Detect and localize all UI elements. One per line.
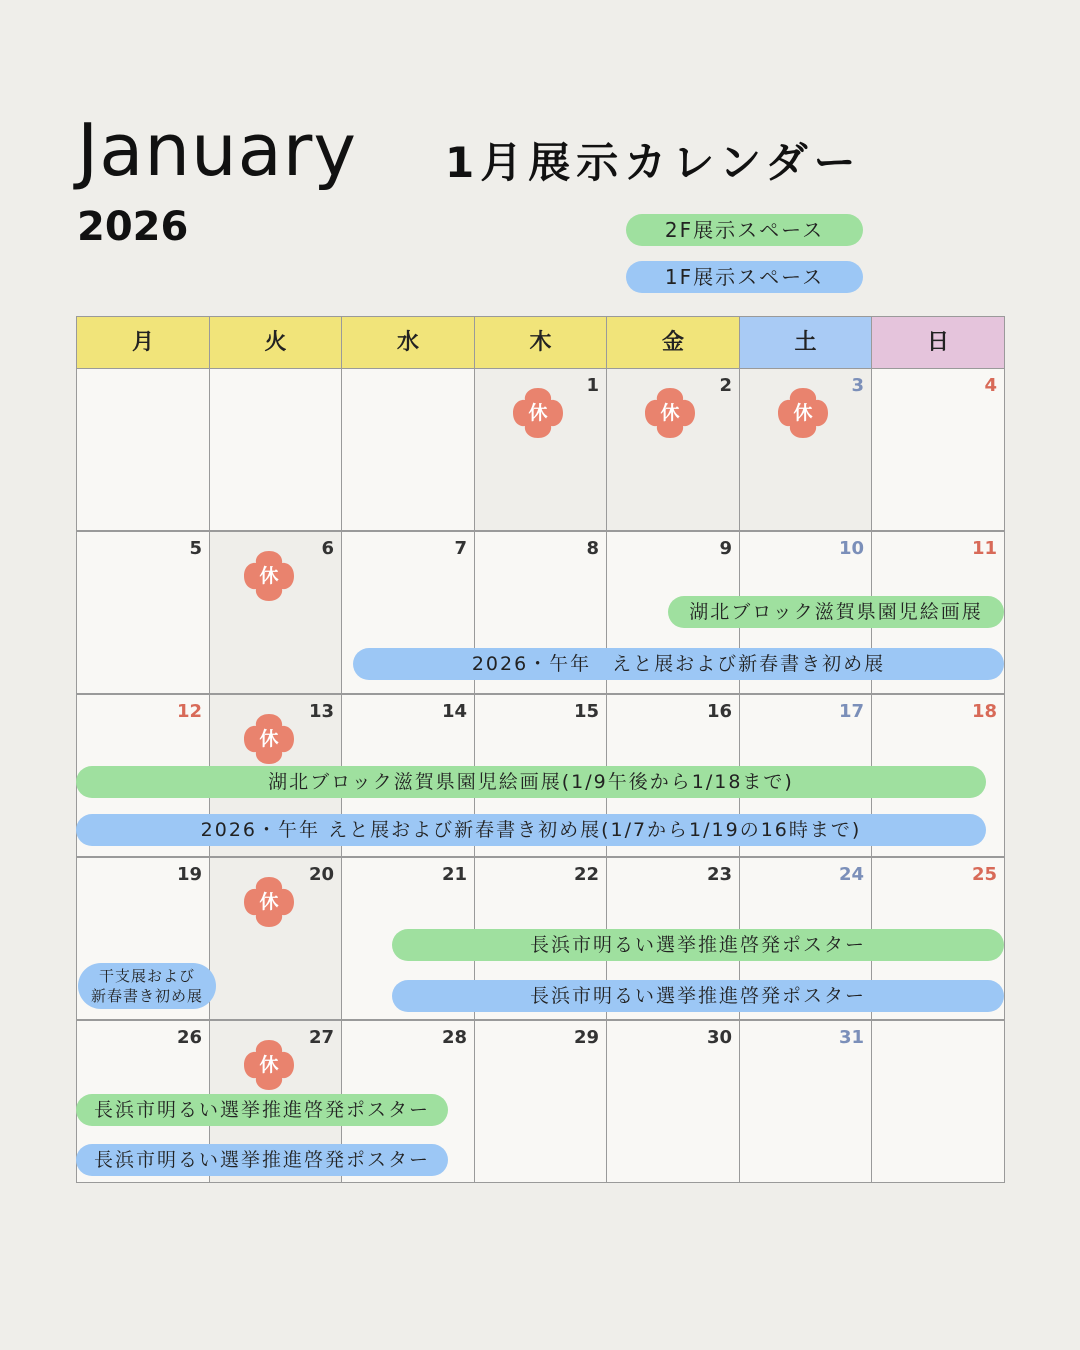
day-number: 7 bbox=[454, 538, 467, 559]
closed-label: 休 bbox=[259, 565, 279, 587]
day-number: 31 bbox=[838, 1027, 864, 1048]
weekday-header-mon: 月 bbox=[76, 316, 210, 369]
event-bar-2f: 湖北ブロック滋賀県園児絵画展 bbox=[668, 596, 1004, 628]
day-cell bbox=[474, 1020, 607, 1183]
day-number: 9 bbox=[719, 538, 732, 559]
day-number: 17 bbox=[838, 701, 864, 722]
day-number: 11 bbox=[971, 538, 997, 559]
day-number: 6 bbox=[321, 538, 334, 559]
closed-label: 休 bbox=[259, 1054, 279, 1076]
weekday-header-fri: 金 bbox=[606, 316, 740, 369]
day-number: 2 bbox=[719, 375, 732, 396]
day-number: 10 bbox=[838, 538, 864, 559]
calendar-title-jp: 1月展示カレンダー bbox=[445, 138, 862, 187]
event-bar-1f: 2026・午年 えと展および新春書き初め展 bbox=[353, 648, 1004, 680]
event-bar-1f: 2026・午年 えと展および新春書き初め展(1/7から1/19の16時まで) bbox=[76, 814, 986, 846]
day-number: 27 bbox=[308, 1027, 334, 1048]
legend-1f-exhibit-space: 1F展示スペース bbox=[626, 261, 863, 293]
event-bar-2f: 長浜市明るい選挙推進啓発ポスター bbox=[76, 1094, 448, 1126]
weekday-header-tue: 火 bbox=[209, 316, 342, 369]
day-number: 19 bbox=[176, 864, 202, 885]
day-number: 30 bbox=[706, 1027, 732, 1048]
day-number: 22 bbox=[573, 864, 599, 885]
closed-day-badge bbox=[241, 548, 297, 604]
day-number: 23 bbox=[706, 864, 732, 885]
closed-day-badge bbox=[642, 385, 698, 441]
weekday-header-sun: 日 bbox=[871, 316, 1005, 369]
day-cell bbox=[76, 531, 210, 694]
event-bar-1f-small bbox=[78, 963, 216, 1009]
closed-day-badge bbox=[241, 711, 297, 767]
closed-day-badge bbox=[510, 385, 566, 441]
event-bar-1f: 長浜市明るい選挙推進啓発ポスター bbox=[392, 980, 1004, 1012]
closed-day-badge bbox=[241, 874, 297, 930]
day-cell bbox=[76, 368, 210, 531]
closed-label: 休 bbox=[259, 728, 279, 750]
day-number: 14 bbox=[441, 701, 467, 722]
closed-day-badge bbox=[775, 385, 831, 441]
day-number: 15 bbox=[573, 701, 599, 722]
event-line: 干支展および bbox=[98, 967, 195, 985]
day-number: 29 bbox=[573, 1027, 599, 1048]
day-cell bbox=[871, 368, 1005, 531]
day-number: 4 bbox=[984, 375, 997, 396]
day-number: 28 bbox=[441, 1027, 467, 1048]
month-title: January bbox=[77, 108, 357, 192]
day-number: 16 bbox=[706, 701, 732, 722]
day-cell bbox=[739, 1020, 872, 1183]
day-number: 12 bbox=[176, 701, 202, 722]
weekday-header-wed: 水 bbox=[341, 316, 475, 369]
day-cell bbox=[606, 1020, 740, 1183]
day-number: 21 bbox=[441, 864, 467, 885]
closed-label: 休 bbox=[528, 402, 548, 424]
day-number: 13 bbox=[308, 701, 334, 722]
event-bar-1f: 長浜市明るい選挙推進啓発ポスター bbox=[76, 1144, 448, 1176]
day-cell bbox=[209, 368, 342, 531]
day-number: 3 bbox=[851, 375, 864, 396]
event-bar-2f: 湖北ブロック滋賀県園児絵画展(1/9午後から1/18まで) bbox=[76, 766, 986, 798]
closed-label: 休 bbox=[660, 402, 680, 424]
day-number: 25 bbox=[971, 864, 997, 885]
event-bar-2f: 長浜市明るい選挙推進啓発ポスター bbox=[392, 929, 1004, 961]
day-number: 8 bbox=[586, 538, 599, 559]
weekday-header-sat: 土 bbox=[739, 316, 872, 369]
day-number: 5 bbox=[189, 538, 202, 559]
event-line: 新春書き初め展 bbox=[90, 987, 203, 1005]
day-number: 20 bbox=[308, 864, 334, 885]
weekday-header-thu: 木 bbox=[474, 316, 607, 369]
closed-day-badge bbox=[241, 1037, 297, 1093]
closed-label: 休 bbox=[793, 402, 813, 424]
calendar-grid bbox=[76, 316, 1004, 1186]
day-cell bbox=[341, 368, 475, 531]
closed-label: 休 bbox=[259, 891, 279, 913]
day-number: 26 bbox=[176, 1027, 202, 1048]
year-label: 2026 bbox=[77, 204, 189, 250]
day-number: 1 bbox=[586, 375, 599, 396]
day-number: 18 bbox=[971, 701, 997, 722]
legend-2f-exhibit-space: 2F展示スペース bbox=[626, 214, 863, 246]
day-number: 24 bbox=[838, 864, 864, 885]
day-cell bbox=[871, 1020, 1005, 1183]
